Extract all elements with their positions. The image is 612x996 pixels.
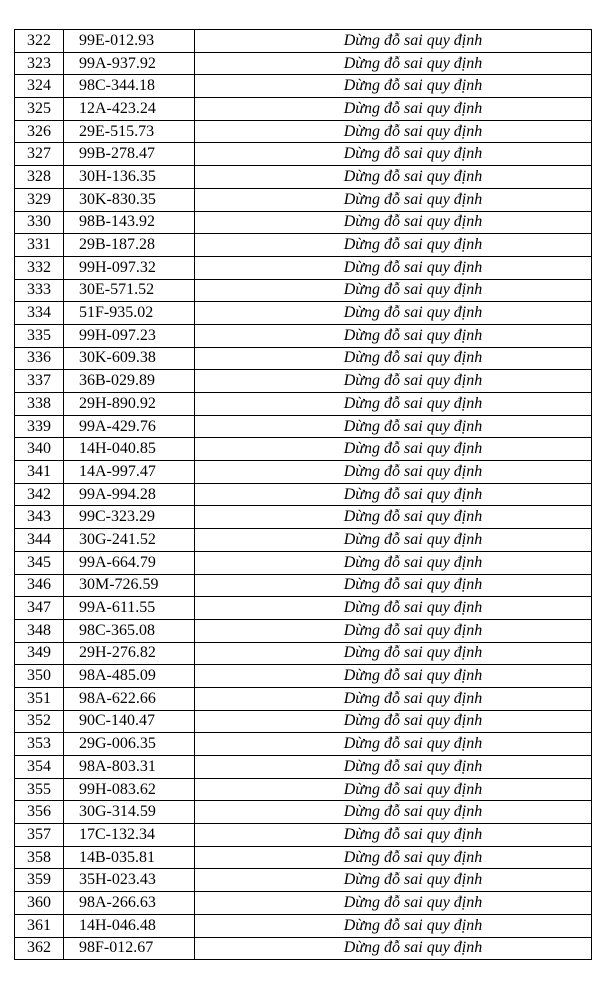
table-row [15, 506, 592, 529]
row-number-cell: 343 [15, 506, 64, 529]
row-number-cell: 346 [15, 574, 64, 597]
table-row [15, 597, 592, 620]
violation-cell: Dừng đỗ sai quy định [195, 665, 592, 688]
license-plate-cell: 99H-083.62 [64, 778, 195, 801]
row-number-cell: 347 [15, 597, 64, 620]
table-row [15, 302, 592, 325]
violation-cell: Dừng đỗ sai quy định [195, 529, 592, 552]
table-row [15, 393, 592, 416]
row-number-cell: 335 [15, 324, 64, 347]
violation-cell: Dừng đỗ sai quy định [195, 461, 592, 484]
license-plate-cell: 98A-485.09 [64, 665, 195, 688]
license-plate-cell: 29B-187.28 [64, 234, 195, 257]
violation-cell: Dừng đỗ sai quy định [195, 30, 592, 53]
license-plate-cell: 51F-935.02 [64, 302, 195, 325]
violation-cell: Dừng đỗ sai quy định [195, 801, 592, 824]
row-number-cell: 329 [15, 188, 64, 211]
violation-cell: Dừng đỗ sai quy định [195, 256, 592, 279]
violation-cell: Dừng đỗ sai quy định [195, 619, 592, 642]
license-plate-cell: 99E-012.93 [64, 30, 195, 53]
violations-table [14, 29, 592, 960]
row-number-cell: 349 [15, 642, 64, 665]
license-plate-cell: 29G-006.35 [64, 733, 195, 756]
row-number-cell: 330 [15, 211, 64, 234]
license-plate-cell: 99A-429.76 [64, 415, 195, 438]
license-plate-cell: 30E-571.52 [64, 279, 195, 302]
violation-cell: Dừng đỗ sai quy định [195, 483, 592, 506]
table-row [15, 188, 592, 211]
table-row [15, 143, 592, 166]
table-row [15, 551, 592, 574]
license-plate-cell: 30G-241.52 [64, 529, 195, 552]
violation-cell: Dừng đỗ sai quy định [195, 574, 592, 597]
table-row [15, 574, 592, 597]
row-number-cell: 334 [15, 302, 64, 325]
row-number-cell: 322 [15, 30, 64, 53]
license-plate-cell: 30M-726.59 [64, 574, 195, 597]
license-plate-cell: 30K-830.35 [64, 188, 195, 211]
license-plate-cell: 30K-609.38 [64, 347, 195, 370]
license-plate-cell: 14H-040.85 [64, 438, 195, 461]
table-row [15, 733, 592, 756]
violation-cell: Dừng đỗ sai quy định [195, 393, 592, 416]
row-number-cell: 340 [15, 438, 64, 461]
row-number-cell: 350 [15, 665, 64, 688]
table-row [15, 483, 592, 506]
row-number-cell: 323 [15, 52, 64, 75]
table-row [15, 937, 592, 960]
violation-cell: Dừng đỗ sai quy định [195, 937, 592, 960]
row-number-cell: 362 [15, 937, 64, 960]
violation-cell: Dừng đỗ sai quy định [195, 551, 592, 574]
violation-cell: Dừng đỗ sai quy định [195, 597, 592, 620]
license-plate-cell: 36B-029.89 [64, 370, 195, 393]
violation-cell: Dừng đỗ sai quy định [195, 188, 592, 211]
table-row [15, 914, 592, 937]
table-row [15, 801, 592, 824]
table-row [15, 120, 592, 143]
license-plate-cell: 98A-622.66 [64, 687, 195, 710]
license-plate-cell: 12A-423.24 [64, 98, 195, 121]
license-plate-cell: 30H-136.35 [64, 166, 195, 189]
row-number-cell: 359 [15, 869, 64, 892]
violation-cell: Dừng đỗ sai quy định [195, 347, 592, 370]
license-plate-cell: 98B-143.92 [64, 211, 195, 234]
license-plate-cell: 99A-994.28 [64, 483, 195, 506]
table-row [15, 52, 592, 75]
table-row [15, 869, 592, 892]
row-number-cell: 324 [15, 75, 64, 98]
license-plate-cell: 99C-323.29 [64, 506, 195, 529]
table-row [15, 778, 592, 801]
license-plate-cell: 17C-132.34 [64, 824, 195, 847]
row-number-cell: 342 [15, 483, 64, 506]
table-row [15, 166, 592, 189]
row-number-cell: 352 [15, 710, 64, 733]
violation-cell: Dừng đỗ sai quy định [195, 279, 592, 302]
table-row [15, 256, 592, 279]
table-row [15, 892, 592, 915]
license-plate-cell: 98C-344.18 [64, 75, 195, 98]
license-plate-cell: 35H-023.43 [64, 869, 195, 892]
table-row [15, 98, 592, 121]
violation-cell: Dừng đỗ sai quy định [195, 211, 592, 234]
row-number-cell: 333 [15, 279, 64, 302]
license-plate-cell: 98A-803.31 [64, 756, 195, 779]
table-row [15, 665, 592, 688]
row-number-cell: 355 [15, 778, 64, 801]
row-number-cell: 332 [15, 256, 64, 279]
violation-cell: Dừng đỗ sai quy định [195, 415, 592, 438]
license-plate-cell: 29H-276.82 [64, 642, 195, 665]
row-number-cell: 326 [15, 120, 64, 143]
violation-cell: Dừng đỗ sai quy định [195, 302, 592, 325]
violation-cell: Dừng đỗ sai quy định [195, 75, 592, 98]
table-row [15, 619, 592, 642]
license-plate-cell: 14A-997.47 [64, 461, 195, 484]
row-number-cell: 358 [15, 846, 64, 869]
violation-cell: Dừng đỗ sai quy định [195, 824, 592, 847]
license-plate-cell: 98F-012.67 [64, 937, 195, 960]
violation-cell: Dừng đỗ sai quy định [195, 98, 592, 121]
license-plate-cell: 99A-937.92 [64, 52, 195, 75]
license-plate-cell: 99B-278.47 [64, 143, 195, 166]
table-row [15, 211, 592, 234]
violation-cell: Dừng đỗ sai quy định [195, 869, 592, 892]
table-row [15, 710, 592, 733]
license-plate-cell: 99H-097.23 [64, 324, 195, 347]
violation-cell: Dừng đỗ sai quy định [195, 892, 592, 915]
violation-cell: Dừng đỗ sai quy định [195, 733, 592, 756]
table-row [15, 370, 592, 393]
violation-cell: Dừng đỗ sai quy định [195, 778, 592, 801]
table-row [15, 642, 592, 665]
table-row [15, 279, 592, 302]
row-number-cell: 341 [15, 461, 64, 484]
license-plate-cell: 99H-097.32 [64, 256, 195, 279]
license-plate-cell: 29E-515.73 [64, 120, 195, 143]
row-number-cell: 336 [15, 347, 64, 370]
license-plate-cell: 98A-266.63 [64, 892, 195, 915]
table-row [15, 324, 592, 347]
violation-cell: Dừng đỗ sai quy định [195, 52, 592, 75]
violation-cell: Dừng đỗ sai quy định [195, 370, 592, 393]
row-number-cell: 344 [15, 529, 64, 552]
license-plate-cell: 90C-140.47 [64, 710, 195, 733]
violation-cell: Dừng đỗ sai quy định [195, 234, 592, 257]
license-plate-cell: 30G-314.59 [64, 801, 195, 824]
license-plate-cell: 98C-365.08 [64, 619, 195, 642]
violation-cell: Dừng đỗ sai quy định [195, 687, 592, 710]
license-plate-cell: 29H-890.92 [64, 393, 195, 416]
table-row [15, 824, 592, 847]
violation-cell: Dừng đỗ sai quy định [195, 914, 592, 937]
row-number-cell: 348 [15, 619, 64, 642]
table-row [15, 687, 592, 710]
table-row [15, 75, 592, 98]
violation-cell: Dừng đỗ sai quy định [195, 642, 592, 665]
row-number-cell: 331 [15, 234, 64, 257]
violation-cell: Dừng đỗ sai quy định [195, 846, 592, 869]
row-number-cell: 328 [15, 166, 64, 189]
table-row [15, 756, 592, 779]
table-row [15, 347, 592, 370]
table-row [15, 30, 592, 53]
row-number-cell: 351 [15, 687, 64, 710]
violation-cell: Dừng đỗ sai quy định [195, 756, 592, 779]
table-row [15, 234, 592, 257]
table-row [15, 529, 592, 552]
row-number-cell: 339 [15, 415, 64, 438]
table-body [15, 30, 592, 960]
table-row [15, 438, 592, 461]
row-number-cell: 325 [15, 98, 64, 121]
violation-cell: Dừng đỗ sai quy định [195, 438, 592, 461]
license-plate-cell: 99A-664.79 [64, 551, 195, 574]
violation-cell: Dừng đỗ sai quy định [195, 506, 592, 529]
row-number-cell: 356 [15, 801, 64, 824]
violation-cell: Dừng đỗ sai quy định [195, 120, 592, 143]
table-row [15, 846, 592, 869]
table-row [15, 415, 592, 438]
license-plate-cell: 14H-046.48 [64, 914, 195, 937]
violation-cell: Dừng đỗ sai quy định [195, 143, 592, 166]
row-number-cell: 327 [15, 143, 64, 166]
row-number-cell: 353 [15, 733, 64, 756]
violation-cell: Dừng đỗ sai quy định [195, 166, 592, 189]
row-number-cell: 357 [15, 824, 64, 847]
table-row [15, 461, 592, 484]
violation-cell: Dừng đỗ sai quy định [195, 324, 592, 347]
license-plate-cell: 99A-611.55 [64, 597, 195, 620]
row-number-cell: 338 [15, 393, 64, 416]
license-plate-cell: 14B-035.81 [64, 846, 195, 869]
row-number-cell: 361 [15, 914, 64, 937]
row-number-cell: 345 [15, 551, 64, 574]
row-number-cell: 360 [15, 892, 64, 915]
row-number-cell: 354 [15, 756, 64, 779]
row-number-cell: 337 [15, 370, 64, 393]
violation-cell: Dừng đỗ sai quy định [195, 710, 592, 733]
